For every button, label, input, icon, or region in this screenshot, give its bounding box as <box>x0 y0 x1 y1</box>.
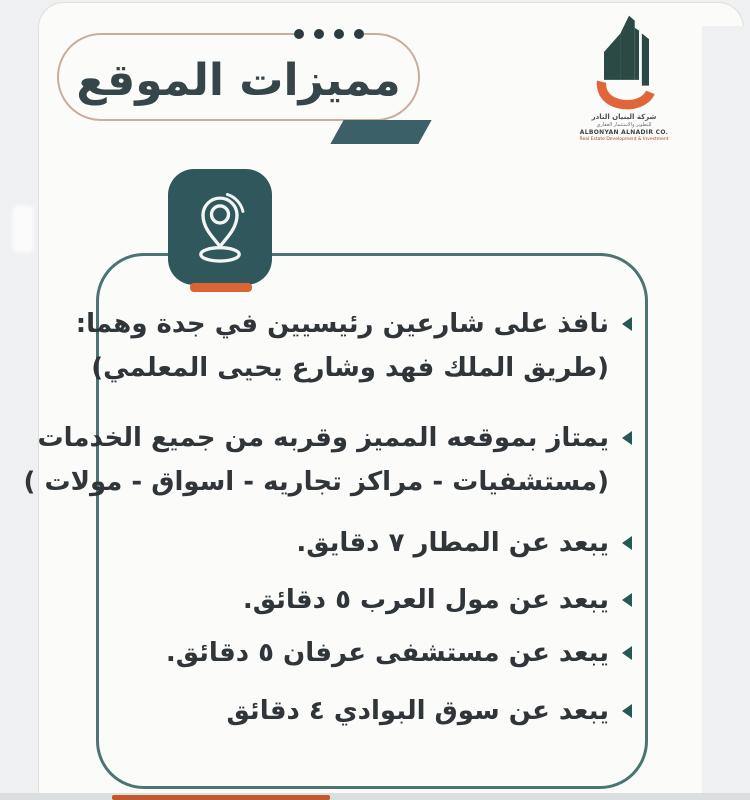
next-section-accent-cutoff <box>112 795 330 800</box>
feature-line: (مستشفيات - مراكز تجاريه - اسواق - مولات ) <box>23 467 609 497</box>
company-name-arabic: شركة البنيان النادر <box>591 113 657 121</box>
page-title: مميزات الموقع <box>76 54 401 106</box>
bullet-triangle-icon <box>622 704 632 718</box>
feature-line: يبعد عن مول العرب ٥ دقائق. <box>242 585 609 615</box>
company-subtitle-arabic: للتطوير والاستثمار العقاري <box>596 122 652 128</box>
company-logo <box>568 12 680 162</box>
photo-edge-right <box>702 26 750 800</box>
feature-item <box>90 689 632 733</box>
bullet-triangle-icon <box>622 536 632 550</box>
bullet-triangle-icon <box>622 431 632 445</box>
feature-item <box>90 631 632 675</box>
bullet-triangle-icon <box>622 646 632 660</box>
title-dots <box>294 25 364 42</box>
dot-icon <box>294 29 304 39</box>
feature-line: يمتاز بموقعه المميز وقربه من جميع الخدمات <box>37 423 609 453</box>
company-name-english: ALBONYAN ALNADIR CO. <box>579 129 669 136</box>
feature-item <box>23 416 632 504</box>
watermark-smudge <box>12 205 34 253</box>
feature-item <box>75 302 632 390</box>
dot-icon <box>354 29 364 39</box>
feature-item <box>90 578 632 622</box>
feature-line: نافذ على شارعين رئيسيين في جدة وهما: <box>75 309 609 339</box>
feature-line: يبعد عن مستشفى عرفان ٥ دقائق. <box>165 638 609 668</box>
pin-accent-underline <box>190 283 252 292</box>
bullet-triangle-icon <box>622 593 632 607</box>
feature-line: يبعد عن المطار ٧ دقايق. <box>296 528 609 558</box>
feature-line: (طريق الملك فهد وشارع يحيى المعلمي) <box>91 353 609 383</box>
feature-item <box>90 521 632 565</box>
title-accent-shape <box>330 120 431 144</box>
dot-icon <box>314 29 324 39</box>
building-logo-icon <box>576 12 672 112</box>
bullet-triangle-icon <box>622 317 632 331</box>
feature-line: يبعد عن سوق البوادي ٤ دقائق <box>226 696 609 726</box>
company-tagline: Real Estate Development & Investment <box>579 137 669 142</box>
dot-icon <box>334 29 344 39</box>
location-pin-icon <box>183 184 257 270</box>
location-pin-badge <box>168 169 272 285</box>
